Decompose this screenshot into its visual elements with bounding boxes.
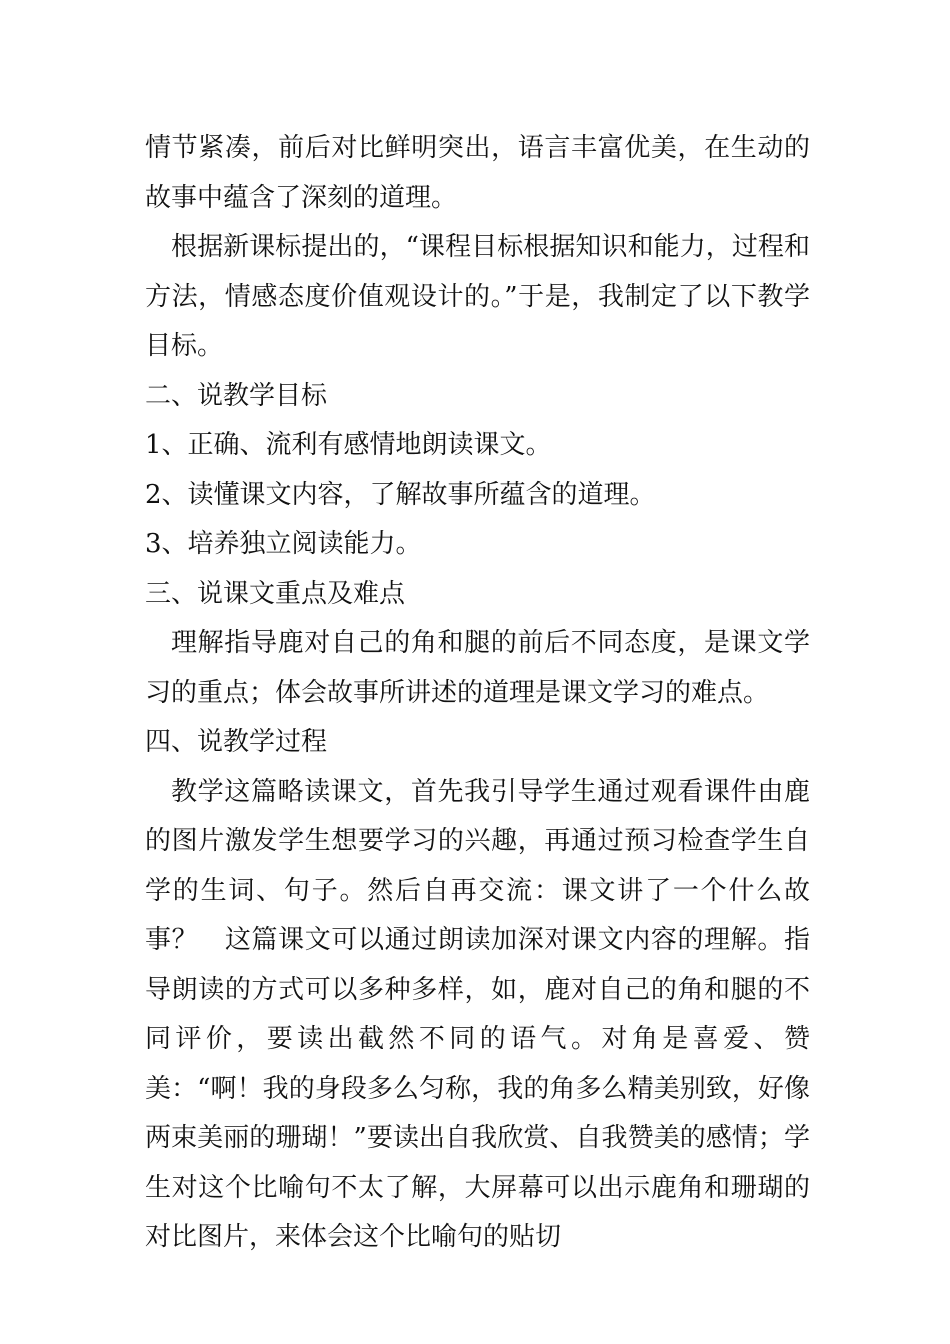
paragraph-intro-continuation: 情节紧凑，前后对比鲜明突出，语言丰富优美，在生动的故事中蕴含了深刻的道理。 xyxy=(145,133,810,213)
section-heading-teaching-process: 四、说教学过程 xyxy=(145,727,328,757)
objective-item-2: 2、读懂课文内容，了解故事所蕴含的道理。 xyxy=(145,479,656,510)
section-heading-key-points: 三、说课文重点及难点 xyxy=(145,578,406,609)
paragraph-key-points: 理解指导鹿对自己的角和腿的前后不同态度，是课文学习的重点；体会故事所讲述的道理是课文学习的难点。 xyxy=(145,628,810,708)
paragraph-teaching-process: 教学这篇略读课文，首先我引导学生通过观看课件由鹿的图片激发学生想要学习的兴趣，再通过预习检查学生自学的生词、句子。然后自再交流：课文讲了一个什么故事？ 这篇课文可以通过朗读加深对课文内容的理解。指导朗读的方式可以多种多样，如，鹿对自己的角和腿的不同评价，要读出截然不同的语气。对角是喜爱、赞美：“啊！我的身段多么匀称，我的角多么精美别致，好像两束美丽的珊瑚！”要读出自我欣赏、自我赞美的感情；学生对这个比喻句不太了解，大屏幕可以出示鹿角和珊瑚的对比图片，来体会这个比喻句的贴切 xyxy=(145,776,810,1252)
paragraph-curriculum-goals: 根据新课标提出的，“课程目标根据知识和能力，过程和方法，情感态度价值观设计的。”于是，我制定了以下教学目标。 xyxy=(145,232,810,361)
objective-item-1: 1、正确、流利有感情地朗读课文。 xyxy=(145,430,552,460)
section-heading-teaching-objectives: 二、说教学目标 xyxy=(145,380,328,411)
objective-item-3: 3、培养独立阅读能力。 xyxy=(145,529,422,559)
document-body xyxy=(145,124,810,1263)
